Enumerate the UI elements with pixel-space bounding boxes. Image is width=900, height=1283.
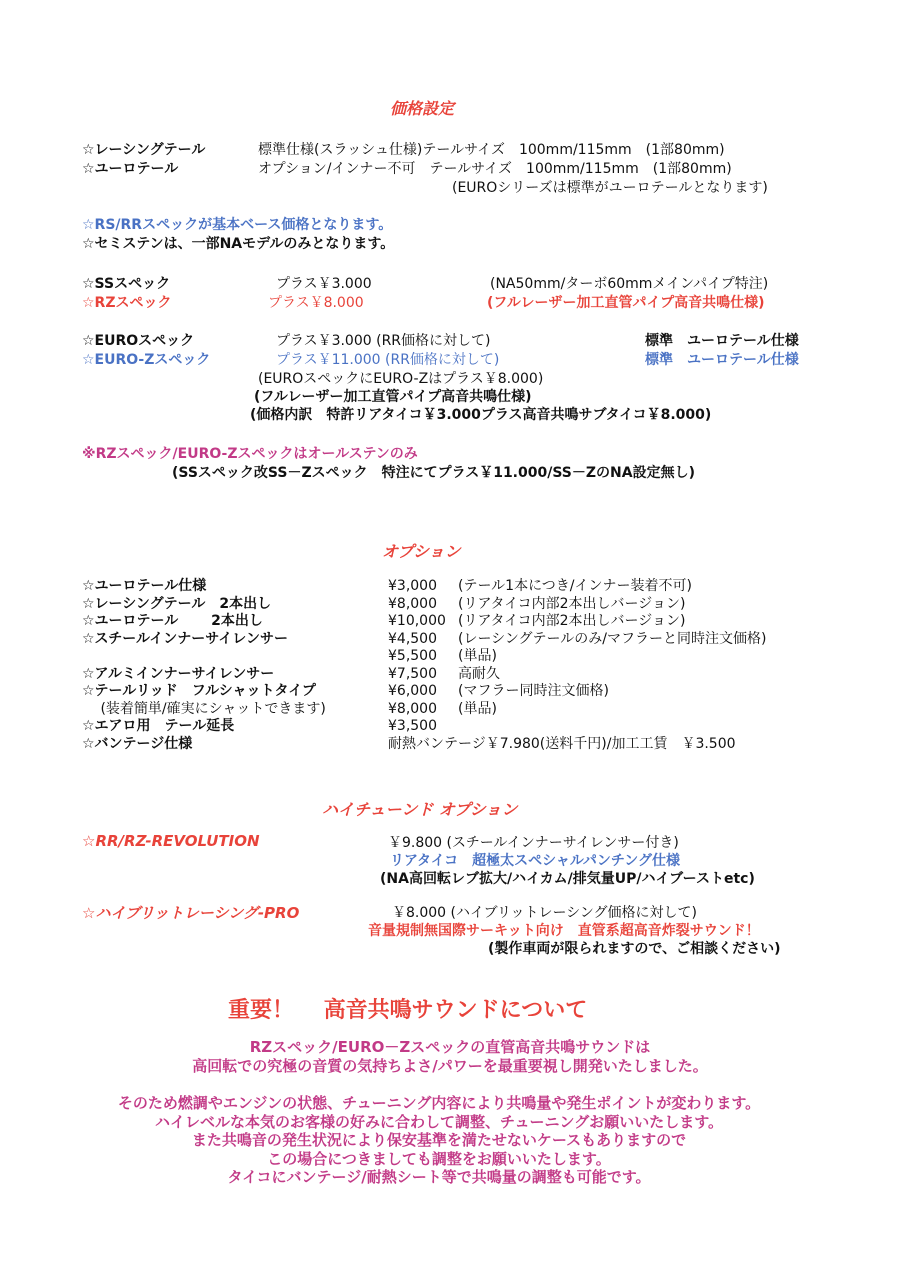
hybrid-pro-price: ￥8.000 (ハイブリットレーシング価格に対して) — [392, 905, 698, 921]
euro-spec-price: プラス￥3.000 (RR価格に対して) — [276, 333, 491, 349]
euro-z-spec-price: プラス￥11.000 (RR価格に対して) — [276, 352, 500, 368]
important-line: RZスペック/EURO－Zスペックの直管高音共鳴サウンドは — [249, 1038, 651, 1056]
ss-spec-note: (NA50mm/ターボ60mmメインパイプ特注) — [490, 276, 769, 292]
important-paragraph-2 — [0, 1094, 878, 1187]
option-price: ¥8,000 — [388, 595, 437, 612]
euro-z-spec-tag: 標準 ユーロテール仕様 — [645, 352, 799, 368]
hybrid-pro-name: ☆ハイブリットレーシング-PRO — [82, 904, 300, 922]
option-name: ☆レーシングテール 2本出し — [82, 595, 272, 612]
important-line: ハイレベルな本気のお客様の好みに合わして調整、チューニングお願いいたします。 — [154, 1112, 724, 1131]
option-price: ¥4,500 — [388, 630, 437, 647]
option-name: ☆エアロ用 テール延長 — [82, 718, 235, 734]
options-notes-column — [458, 578, 766, 736]
option-name: ☆ユーロテール 2本出し — [82, 613, 263, 629]
important-line: また共鳴音の発生状況により保安基準を満たせないケースもありますので — [191, 1131, 687, 1149]
option-name — [82, 648, 326, 666]
option-name: ☆ユーロテール仕様 — [82, 578, 207, 594]
hi-tuned-heading: ハイチューンド オプション — [322, 800, 518, 819]
options-names-column — [82, 578, 326, 753]
option-price: ¥8,000 — [388, 700, 437, 717]
revolution-feature: リアタイコ 超極太スペシャルパンチング仕様 — [390, 853, 680, 869]
option-note: (レーシングテールのみ/マフラーと同時注文価格) — [458, 630, 767, 647]
hybrid-pro-detail: (製作車両が限られますので、ご相談ください) — [488, 941, 781, 957]
option-name: ☆アルミインナーサイレンサー — [82, 665, 275, 682]
rz-spec-name: ☆RZスペック — [82, 295, 172, 311]
euro-series-note: (EUROシリーズは標準がユーロテールとなります) — [452, 180, 768, 196]
option-price: ¥10,000 — [388, 613, 446, 629]
euro-z-spec-name: ☆EURO-Zスペック — [82, 352, 211, 368]
revolution-name: ☆RR/RZ-REVOLUTION — [82, 832, 260, 850]
rs-rr-base-note: ☆RS/RRスペックが基本ベース価格となります。 — [82, 217, 393, 233]
euro-z-note: (フルレーザー加工直管パイプ高音共鳴仕様) — [254, 389, 532, 405]
option-price: ¥3,500 — [388, 718, 437, 734]
important-line: そのため燃調やエンジンの状態、チューニング内容により共鳴量や発生ポイントが変わります。 — [117, 1094, 761, 1112]
bandage-line: 耐熱バンテージ￥7.980(送料千円)/加工工賃 ￥3.500 — [388, 735, 736, 752]
option-name: ☆スチールインナーサイレンサー — [82, 630, 288, 647]
option-note: (マフラー同時注文価格) — [458, 683, 609, 699]
revolution-detail: (NA高回転レブ拡大/ハイカム/排気量UP/ハイブーストetc) — [380, 871, 755, 887]
important-paragraph-1 — [0, 1038, 900, 1076]
option-name: (装着簡単/確実にシャットできます) — [82, 700, 326, 717]
ss-spec-price: プラス￥3.000 — [276, 276, 372, 292]
option-name: ☆テールリッド フルシャットタイプ — [82, 683, 316, 699]
option-price: ¥6,000 — [388, 683, 437, 699]
racing-tail-name: ☆レーシングテール — [82, 142, 206, 158]
ss-spec-name: ☆SSスペック — [82, 276, 171, 292]
euro-spec-name: ☆EUROスペック — [82, 333, 195, 349]
option-note: (テール1本につき/インナー装着不可) — [458, 578, 692, 594]
important-line: タイコにバンテージ/耐熱シート等で共鳴量の調整も可能です。 — [227, 1168, 651, 1186]
important-line: この場合につきましても調整をお願いいたします。 — [267, 1149, 611, 1168]
euro-z-note: (価格内訳 特許リアタイコ￥3.000プラス高音共鳴サブタイコ￥8.000) — [250, 407, 712, 423]
important-title: 重要！ 高音共鳴サウンドについて — [228, 998, 588, 1023]
option-note: (単品) — [458, 648, 497, 664]
semi-stainless-note: ☆セミステンは、一部NAモデルのみとなります。 — [82, 236, 395, 252]
rz-spec-price: プラス￥8.000 — [268, 295, 364, 311]
option-note — [458, 718, 766, 736]
euro-tail-desc: オプション/インナー不可 テールサイズ 100mm/115mm (1部80mm) — [258, 161, 732, 177]
option-note: (リアタイコ内部2本出しバージョン) — [458, 613, 686, 629]
option-price: ¥7,500 — [388, 665, 437, 682]
option-note: 高耐久 — [458, 665, 500, 682]
pricing-heading: 価格設定 — [390, 99, 455, 118]
important-line: 高回転での究極の音質の気持ちよさ/パワーを最重要視し開発いたしました。 — [192, 1057, 708, 1075]
option-name: ☆バンテージ仕様 — [82, 735, 193, 752]
hybrid-pro-feature: 音量規制無国際サーキット向け 直管系超高音炸裂サウンド！ — [368, 923, 760, 939]
revolution-price: ￥9.800 (スチールインナーサイレンサー付き) — [388, 835, 679, 851]
stainless-only-note: ※RZスペック/EURO-Zスペックはオールステンのみ — [82, 446, 418, 462]
euro-tail-name: ☆ユーロテール — [82, 161, 179, 177]
option-price: ¥3,000 — [388, 578, 437, 594]
rz-spec-note: (フルレーザー加工直管パイプ高音共鳴仕様) — [487, 295, 765, 311]
euro-spec-tag: 標準 ユーロテール仕様 — [645, 333, 799, 349]
option-price: ¥5,500 — [388, 648, 437, 664]
options-heading: オプション — [382, 542, 461, 561]
option-note: (単品) — [458, 700, 497, 717]
racing-tail-desc: 標準仕様(スラッシュ仕様)テールサイズ 100mm/115mm (1部80mm) — [258, 142, 725, 158]
euro-z-note: (EUROスペックにEURO-Zはプラス￥8.000) — [258, 371, 544, 387]
ss-z-spec-note: (SSスペック改SS－Zスペック 特注にてプラス￥11.000/SS－ZのNA設定無し) — [172, 465, 695, 481]
option-note: (リアタイコ内部2本出しバージョン) — [458, 595, 686, 612]
